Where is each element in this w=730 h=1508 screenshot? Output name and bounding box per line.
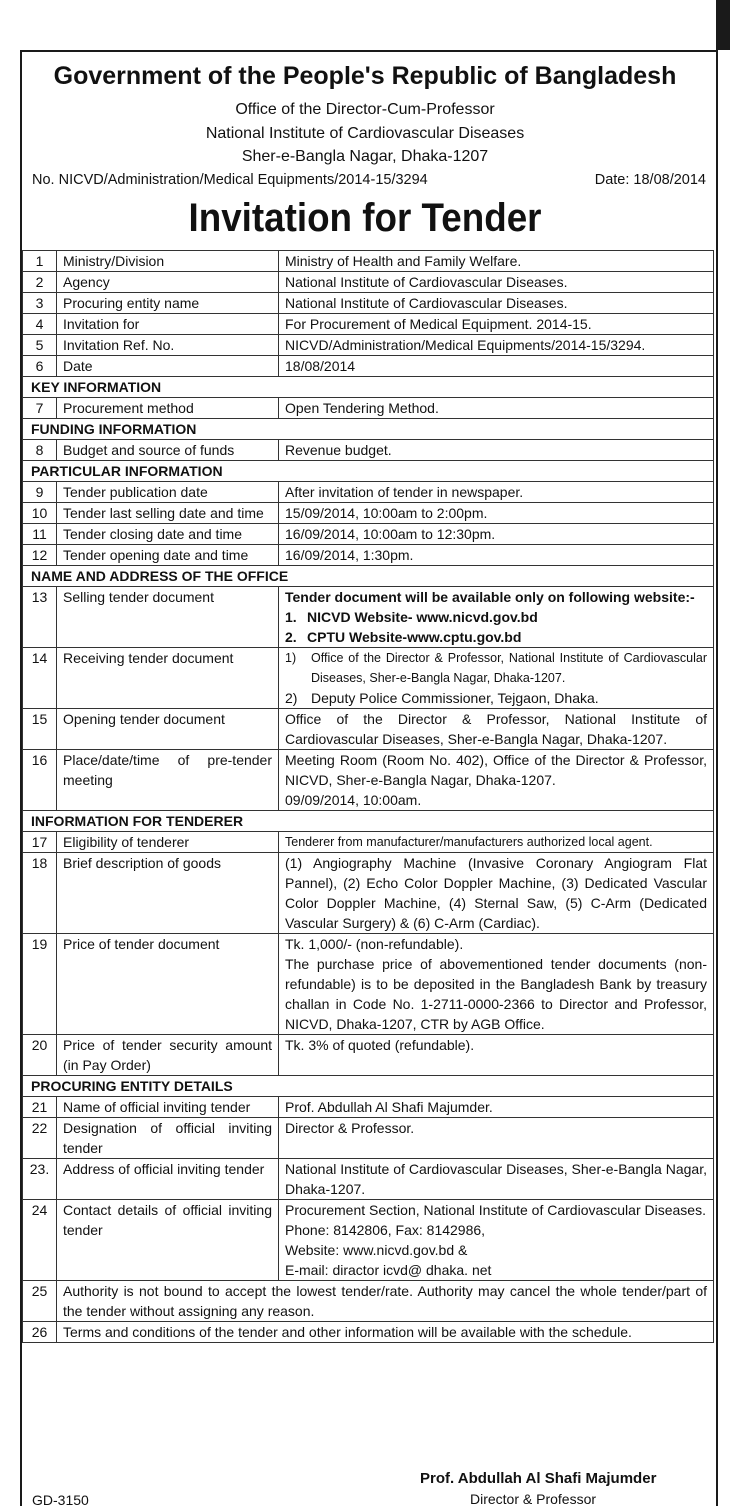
website-notice: Tender document will be available only on following website:-: [285, 589, 695, 605]
table-row: [23, 251, 714, 272]
row-number: 13: [23, 587, 57, 648]
address-line: Sher-e-Bangla Nagar, Dhaka-1207: [241, 148, 489, 165]
nicvd-website: NICVD Website- www.nicvd.gov.bd: [307, 609, 538, 625]
row-number: 22: [23, 1118, 57, 1159]
row-label: Invitation for: [57, 314, 279, 335]
row-value: National Institute of Cardiovascular Diseases.: [279, 272, 714, 293]
office-line: Office of the Director-Cum-Professor: [235, 101, 495, 118]
row-number: 6: [23, 356, 57, 377]
table-row: [23, 587, 714, 648]
row-value: NICVD/Administration/Medical Equipments/2014-15/3294.: [279, 335, 714, 356]
table-row: [23, 524, 714, 545]
table-row: [23, 482, 714, 503]
row-value: For Procurement of Medical Equipment. 2014-15.: [279, 314, 714, 335]
tender-table: [22, 250, 714, 1343]
table-row: [23, 356, 714, 377]
row-label: Address of official inviting tender: [57, 1159, 279, 1200]
row-label: Tender closing date and time: [57, 524, 279, 545]
row-label: Eligibility of tenderer: [57, 832, 279, 853]
row-value: Prof. Abdullah Al Shafi Majumder.: [279, 1097, 714, 1118]
row-value: Director & Professor.: [279, 1118, 714, 1159]
row-number: 5: [23, 335, 57, 356]
section-row: [23, 811, 714, 832]
row-number: 14: [23, 648, 57, 709]
row-number: 19: [23, 934, 57, 1035]
row-number: 7: [23, 398, 57, 419]
row-label: Tender opening date and time: [57, 545, 279, 566]
scan-edge-bar: [716, 0, 730, 50]
row-number: 25: [23, 1281, 57, 1322]
row-label: Agency: [57, 272, 279, 293]
list-item: Office of the Director & Professor, National Institute of Cardiovascular Diseases, Sher-e-Bangla Nagar, Dhaka-1207.: [311, 651, 707, 685]
list-marker: 1): [285, 651, 297, 665]
table-row: [23, 545, 714, 566]
signatory-name: Prof. Abdullah Al Shafi Majumder: [420, 1470, 657, 1487]
page-title: Invitation for Tender: [188, 196, 542, 240]
row-value: 16/09/2014, 1:30pm.: [279, 545, 714, 566]
table-row: [23, 335, 714, 356]
authority-clause: Authority is not bound to accept the lowest tender/rate. Authority may cancel the whole tender/part of the tender without assigning any reason.: [57, 1281, 714, 1322]
row-number: 1: [23, 251, 57, 272]
row-value: [279, 934, 714, 1035]
row-label: Tender last selling date and time: [57, 503, 279, 524]
section-heading-funding-information: FUNDING INFORMATION: [23, 419, 714, 440]
row-number: 18: [23, 853, 57, 934]
row-label: Tender publication date: [57, 482, 279, 503]
row-value: National Institute of Cardiovascular Diseases, Sher-e-Bangla Nagar, Dhaka-1207.: [279, 1159, 714, 1200]
row-label: Price of tender document: [57, 934, 279, 1035]
table-row: [23, 398, 714, 419]
section-row: [23, 377, 714, 398]
page-top-margin: [0, 0, 730, 50]
government-heading: Government of the People's Republic of Bangladesh: [53, 62, 677, 90]
row-number: 12: [23, 545, 57, 566]
row-value: Ministry of Health and Family Welfare.: [279, 251, 714, 272]
row-label: Contact details of official inviting tender: [57, 1200, 279, 1281]
row-label: Brief description of goods: [57, 853, 279, 934]
row-number: 9: [23, 482, 57, 503]
row-label: Procurement method: [57, 398, 279, 419]
row-value: Tenderer from manufacturer/manufacturers authorized local agent.: [279, 832, 714, 853]
row-label: Place/date/time of pre-tender meeting: [57, 750, 279, 811]
table-row: [23, 853, 714, 934]
notice-date: Date: 18/08/2014: [594, 172, 706, 188]
procurement-section: Procurement Section, National Institute of Cardiovascular Diseases.: [285, 1202, 706, 1218]
table-row: [23, 314, 714, 335]
row-number: 21: [23, 1097, 57, 1118]
table-row: [23, 1200, 714, 1281]
row-value: 16/09/2014, 10:00am to 12:30pm.: [279, 524, 714, 545]
row-number: 10: [23, 503, 57, 524]
list-marker: 2.: [285, 629, 297, 645]
section-row: [23, 461, 714, 482]
row-value: [279, 587, 714, 648]
table-row: [23, 832, 714, 853]
section-heading-key-information: KEY INFORMATION: [23, 377, 714, 398]
list-marker: 1.: [285, 609, 297, 625]
section-heading-particular-information: PARTICULAR INFORMATION: [23, 461, 714, 482]
row-number: 24: [23, 1200, 57, 1281]
list-marker: 2): [285, 690, 298, 706]
table-row: [23, 648, 714, 709]
phone-fax: Phone: 8142806, Fax: 8142986,: [285, 1222, 486, 1238]
row-label: Budget and source of funds: [57, 440, 279, 461]
document-price: Tk. 1,000/- (non-refundable).: [285, 936, 464, 952]
section-row: [23, 1076, 714, 1097]
row-number: 8: [23, 440, 57, 461]
table-row: [23, 709, 714, 750]
row-label: Selling tender document: [57, 587, 279, 648]
section-heading-procuring-entity: PROCURING ENTITY DETAILS: [23, 1076, 714, 1097]
signatory-designation: Director & Professor: [470, 1491, 597, 1507]
table-row: [23, 293, 714, 314]
row-label: Price of tender security amount (in Pay Order): [57, 1035, 279, 1076]
row-label: Name of official inviting tender: [57, 1097, 279, 1118]
row-label: Designation of official inviting tender: [57, 1118, 279, 1159]
meeting-place: Meeting Room (Room No. 402), Office of the Director & Professor, NICVD, Sher-e-Bangla Nagar, Dhaka-1207.: [285, 752, 707, 788]
table-row: [23, 1035, 714, 1076]
row-value: Revenue budget.: [279, 440, 714, 461]
contact-website: Website: www.nicvd.gov.bd &: [285, 1242, 468, 1258]
row-label: Ministry/Division: [57, 251, 279, 272]
row-label: Receiving tender document: [57, 648, 279, 709]
row-number: 2: [23, 272, 57, 293]
section-row: [23, 419, 714, 440]
row-value: [279, 750, 714, 811]
row-value: Open Tendering Method.: [279, 398, 714, 419]
row-value: [279, 648, 714, 709]
table-row: [23, 1118, 714, 1159]
row-label: Opening tender document: [57, 709, 279, 750]
section-row: [23, 566, 714, 587]
row-label: Date: [57, 356, 279, 377]
row-value: [279, 1200, 714, 1281]
cptu-website: CPTU Website-www.cptu.gov.bd: [307, 629, 522, 645]
row-number: 16: [23, 750, 57, 811]
institute-line: National Institute of Cardiovascular Diseases: [205, 125, 525, 142]
row-value: Tk. 3% of quoted (refundable).: [279, 1035, 714, 1076]
row-number: 11: [23, 524, 57, 545]
list-item: Deputy Police Commissioner, Tejgaon, Dhaka.: [311, 690, 599, 706]
gd-code: GD-3150: [32, 1492, 89, 1508]
row-value: Office of the Director & Professor, National Institute of Cardiovascular Diseases, Sher-e-Bangla Nagar, Dhaka-1207.: [279, 709, 714, 750]
row-label: Procuring entity name: [57, 293, 279, 314]
table-row: [23, 934, 714, 1035]
row-number: 20: [23, 1035, 57, 1076]
row-label: Invitation Ref. No.: [57, 335, 279, 356]
table-row: [23, 272, 714, 293]
row-value: 18/08/2014: [279, 356, 714, 377]
table-row: [23, 1159, 714, 1200]
meeting-time: 09/09/2014, 10:00am.: [285, 792, 422, 808]
row-value: (1) Angiography Machine (Invasive Coronary Angiogram Flat Pannel), (2) Echo Color Doppler Machine, (3) Dedicated Vascular Color Doppler Machine, (4) Sternal Saw, (5) C-Arm (Dedicated Vascular Surgery) & (6) C-Arm (Cardiac).: [279, 853, 714, 934]
row-number: 17: [23, 832, 57, 853]
reference-number: No. NICVD/Administration/Medical Equipments/2014-15/3294: [32, 172, 428, 188]
table-row: [23, 440, 714, 461]
table-row: [23, 503, 714, 524]
section-heading-office-address: NAME AND ADDRESS OF THE OFFICE: [23, 566, 714, 587]
table-row: [23, 1322, 714, 1343]
payment-instructions: The purchase price of abovementioned tender documents (non-refundable) is to be deposited in the Bangladesh Bank by treasury challan in Code No. 1-2711-0000-2366 to Director and Professor, NICVD, Dhaka-1207, CTR by AGB Office.: [285, 956, 707, 1032]
table-row: [23, 1281, 714, 1322]
row-number: 4: [23, 314, 57, 335]
row-number: 26: [23, 1322, 57, 1343]
table-row: [23, 750, 714, 811]
row-number: 23.: [23, 1159, 57, 1200]
contact-email: E-mail: diractor icvd@ dhaka. net: [285, 1262, 492, 1278]
row-value: 15/09/2014, 10:00am to 2:00pm.: [279, 503, 714, 524]
table-row: [23, 1097, 714, 1118]
row-value: National Institute of Cardiovascular Diseases.: [279, 293, 714, 314]
terms-clause: Terms and conditions of the tender and other information will be available with the schedule.: [57, 1322, 714, 1343]
row-number: 3: [23, 293, 57, 314]
row-number: 15: [23, 709, 57, 750]
section-heading-tenderer-information: INFORMATION FOR TENDERER: [23, 811, 714, 832]
row-value: After invitation of tender in newspaper.: [279, 482, 714, 503]
